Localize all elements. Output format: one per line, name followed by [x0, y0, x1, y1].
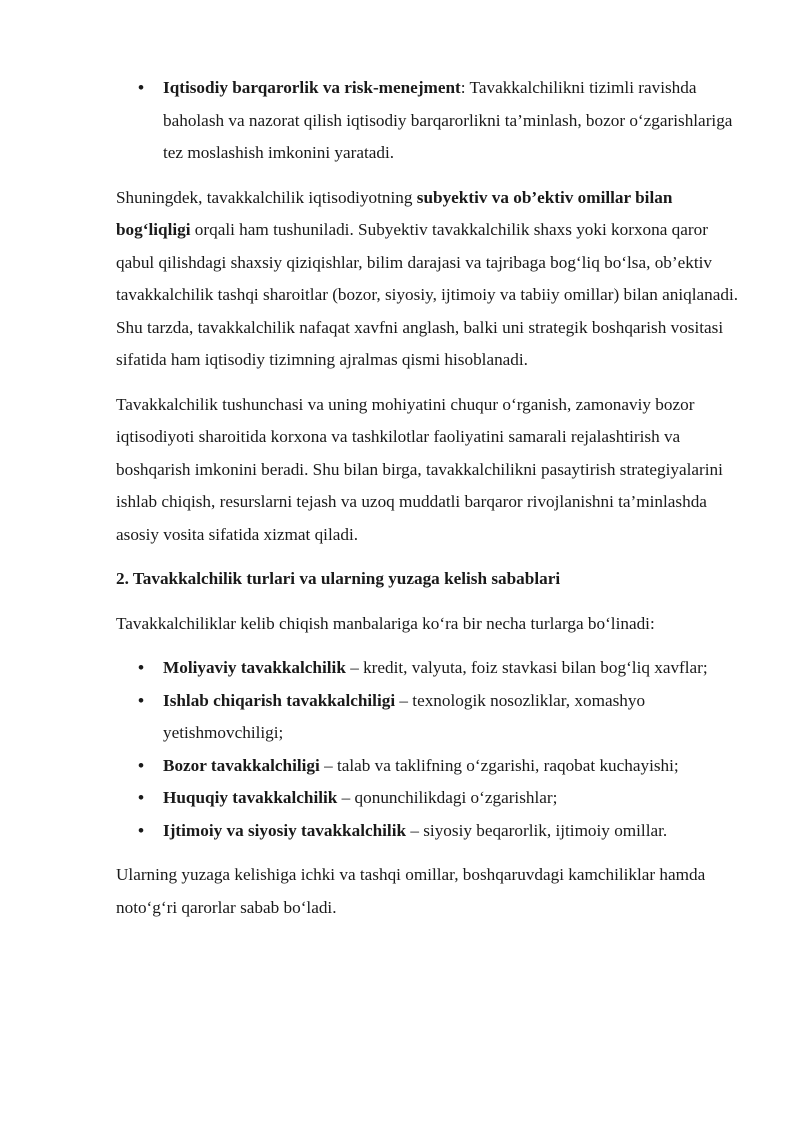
list-item-text: – qonunchilikdagi o‘zgarishlar; [337, 788, 558, 807]
paragraph-subjective-objective [116, 182, 742, 377]
paragraph-emphasis: subyektiv va ob’ektiv omillar bilan bog‘liqligi [116, 187, 673, 239]
bullet-icon: • [138, 78, 145, 97]
list-item-term: Iqtisodiy barqarorlik va risk-menejment [163, 78, 461, 97]
list-item [116, 815, 742, 848]
bullet-list-risk-types [116, 652, 742, 847]
list-item-text: : Tavakkalchilikni tizimli ravishda baholash va nazorat qilish iqtisodiy barqarorlikni ta’minlash, bozor o‘zgarishlariga tez moslashish imkonini yaratadi. [163, 78, 733, 162]
bullet-icon: • [138, 788, 145, 807]
list-item-text: – kredit, valyuta, foiz stavkasi bilan bog‘liq xavflar; [345, 658, 708, 677]
list-item [116, 685, 742, 750]
list-item-term: Bozor tavakkalchiligi [163, 755, 320, 775]
list-item [116, 72, 742, 170]
list-item-text: – siyosiy beqarorlik, ijtimoiy omillar. [406, 820, 668, 840]
list-item-term: Ishlab chiqarish tavakkalchiligi [163, 690, 396, 710]
list-item-text: – texnologik nosozliklar, xomashyo yetishmovchiligi; [163, 690, 646, 742]
paragraph-causes: Ularning yuzaga kelishiga ichki va tashqi omillar, boshqaruvdagi kamchiliklar hamda noto‘g‘ri qarorlar sabab bo‘ladi. [116, 865, 706, 917]
bullet-icon: • [138, 755, 145, 775]
paragraph-text: orqali ham tushuniladi. Subyektiv tavakkalchilik shaxs yoki korxona qaror qabul qilishdagi shaxsiy qiziqishlar, bilim darajasi va tajribaga bog‘liq bo‘lsa, ob’ektiv tavakkalchilik tashqi sharoitlar (bozor, siyosiy, ijtimoiy va tabiiy omillar) bilan aniqlanadi. Shu tarzda, tavakkalchilik nafaqat xavfni anglash, balki uni strategik boshqarish vositasi sifatida ham iqtisodiy tizimning ajralmas qismi hisoblanadi. [116, 220, 739, 369]
list-item-term: Moliyaviy tavakkalchilik [163, 658, 346, 677]
list-item [116, 750, 742, 783]
list-item [116, 652, 742, 685]
bullet-icon: • [138, 690, 145, 710]
section-heading: 2. Tavakkalchilik turlari va ularning yuzaga kelish sabablari [116, 569, 561, 588]
list-item [116, 782, 742, 815]
document-page [116, 72, 742, 936]
bullet-icon: • [138, 658, 145, 677]
list-item-term: Ijtimoiy va siyosiy tavakkalchilik [163, 820, 407, 840]
list-item-term: Huquqiy tavakkalchilik [163, 788, 338, 807]
bullet-list-stability [116, 72, 742, 170]
paragraph-types-intro: Tavakkalchiliklar kelib chiqish manbalariga ko‘ra bir necha turlarga bo‘linadi: [116, 613, 655, 633]
paragraph-text: Shuningdek, tavakkalchilik iqtisodiyotning [116, 187, 417, 207]
bullet-icon: • [138, 820, 145, 840]
list-item-text: – talab va taklifning o‘zgarishi, raqobat kuchayishi; [319, 755, 679, 775]
paragraph-concept-study: Tavakkalchilik tushunchasi va uning mohiyatini chuqur o‘rganish, zamonaviy bozor iqtisodiyoti sharoitida korxona va tashkilotlar faoliyatini samarali rejalashtirish va boshqarish imkonini beradi. Shu bilan birga, tavakkalchilikni pasaytirish strategiyalarini ishlab chiqish, resurslarni tejash va uzoq muddatli barqaror rivojlanishni ta’minlashda asosiy vosita sifatida xizmat qiladi. [116, 394, 723, 544]
